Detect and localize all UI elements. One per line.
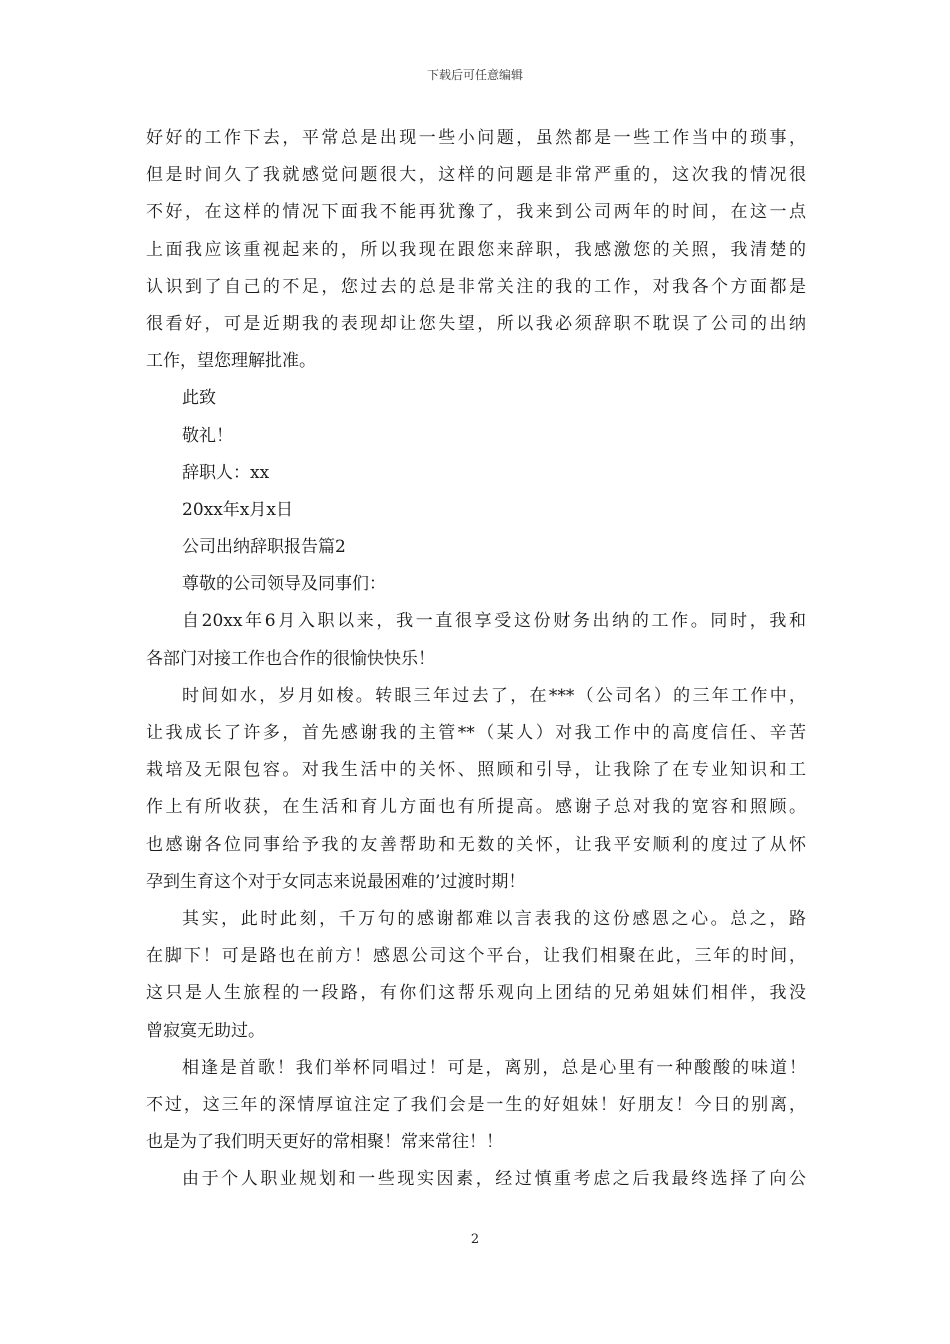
text-line: 作上有所收获，在生活和育儿方面也有所提高。感谢子总对我的宽容和照顾。 [146,797,806,818]
text-line: 也感谢各位同事给予我的友善帮助和无数的关怀，让我平安顺利的度过了从怀 [146,834,806,855]
text-line: 相逢是首歌！我们举杯同唱过！可是，离别，总是心里有一种酸酸的味道！ [182,1057,806,1078]
text-line: 自20xx年6月入职以来，我一直很享受这份财务出纳的工作。同时，我和 [182,611,806,632]
text-line: 上面我应该重视起来的，所以我现在跟您来辞职，我感激您的关照，我清楚的 [146,239,806,260]
closing-regards: 敬礼！ [182,425,233,446]
signature-line: 辞职人：xx [182,462,270,483]
section-title: 公司出纳辞职报告篇2 [182,537,346,558]
text-line: 时间如水，岁月如梭。转眼三年过去了，在***（公司名）的三年工作中， [182,685,806,706]
text-line: 各部门对接工作也合作的很愉快快乐！ [146,648,435,669]
text-line: 让我成长了许多，首先感谢我的主管**（某人）对我工作中的高度信任、辛苦 [146,723,806,743]
text-line: 不过，这三年的深情厚谊注定了我们会是一生的好姐妹！好朋友！今日的别离， [146,1094,806,1115]
text-line: 其实，此时此刻，千万句的感谢都难以言表我的这份感恩之心。总之，路 [182,908,806,929]
text-line: 好好的工作下去，平常总是出现一些小问题，虽然都是一些工作当中的琐事， [146,128,806,148]
text-line: 但是时间久了我就感觉问题很大，这样的问题是非常严重的，这次我的情况很 [146,165,806,186]
text-line: 这只是人生旅程的一段路，有你们这帮乐观向上团结的兄弟姐妹们相伴，我没 [146,983,806,1004]
text-line: 曾寂寞无助过。 [146,1020,265,1041]
text-line: 很看好，可是近期我的表现却让您失望，所以我必须辞职不耽误了公司的出纳 [146,313,806,334]
text-line: 也是为了我们明天更好的常相聚！常来常往！！ [146,1132,503,1153]
date-line: 20xx年x月x日 [182,499,293,520]
text-line: 工作，望您理解批准。 [146,351,316,372]
text-line: 认识到了自己的不足，您过去的总是非常关注的我的工作，对我各个方面都是 [146,276,806,297]
closing-salutation: 此致 [182,388,216,409]
text-line: 孕到生育这个对于女同志来说最困难的’过渡时期！ [146,871,526,892]
text-line: 栽培及无限包容。对我生活中的关怀、照顾和引导，让我除了在专业知识和工 [146,760,806,781]
page-header: 下载后可任意编辑 [426,68,523,82]
text-line: 在脚下！可是路也在前方！感恩公司这个平台，让我们相聚在此，三年的时间， [146,946,806,967]
page-number: 2 [470,1232,480,1247]
document-body [146,120,806,1198]
text-line: 不好，在这样的情况下面我不能再犹豫了，我来到公司两年的时间，在这一点 [146,202,806,223]
text-line: 由于个人职业规划和一些现实因素，经过慎重考虑之后我最终选择了向公 [182,1169,806,1190]
greeting-line: 尊敬的公司领导及同事们： [182,574,386,595]
